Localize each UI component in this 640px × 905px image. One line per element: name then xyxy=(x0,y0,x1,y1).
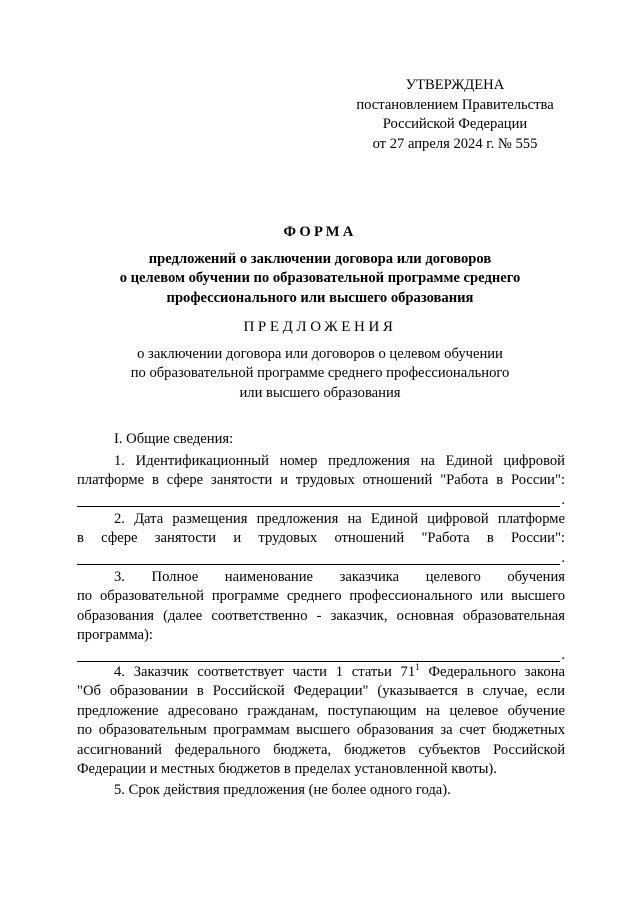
line-end-dot: . xyxy=(561,491,565,508)
proposal-title: ПРЕДЛОЖЕНИЯ xyxy=(243,319,397,335)
item-5-line: 5. Срок действия предложения (не более одного года). xyxy=(114,782,451,798)
form-subtitle-line: предложений о заключении договора или договоров xyxy=(148,251,492,267)
form-title: ФОРМА xyxy=(283,224,357,240)
form-subtitle-line: профессионального или высшего образования xyxy=(166,289,474,306)
article-superscript: 1 xyxy=(415,662,420,672)
approval-line: Российской Федерации xyxy=(382,116,528,133)
item-2 xyxy=(77,510,565,568)
proposal-subtitle-line: о заключении договора или договоров о целевом обучении xyxy=(137,346,503,362)
underline xyxy=(77,564,560,565)
item-4-line: Федерации и местных бюджетов в пределах установленной квоты). xyxy=(77,760,497,777)
form-subtitle xyxy=(60,250,580,308)
item-2-line: в сфере занятости и трудовых отношений "Работа в России": xyxy=(77,530,565,547)
item-4-line: ассигнований федерального бюджета, бюджетов субъектов Российской xyxy=(77,741,565,758)
item-4-line: по образовательным программам высшего образования за счет бюджетных xyxy=(77,722,565,739)
underline xyxy=(77,506,560,507)
section-heading-block xyxy=(77,430,565,449)
line-end-dot: . xyxy=(561,646,565,663)
item-1-answer-line[interactable] xyxy=(77,491,565,510)
proposal-subtitle-line: по образовательной программе среднего профессионального xyxy=(130,365,510,382)
item-4 xyxy=(77,663,565,779)
item-4-text: Федерального закона xyxy=(419,664,565,680)
underline xyxy=(77,661,560,662)
proposal-subtitle xyxy=(60,345,580,403)
item-4-text: 4. Заказчик соответствует части 1 статьи 71 xyxy=(114,664,416,680)
section-heading: I. Общие сведения: xyxy=(114,431,234,447)
item-3-line: программа): xyxy=(77,627,153,644)
item-1-line: 1. Идентификационный номер предложения на Единой цифровой xyxy=(114,453,565,469)
approval-title: УТВЕРЖДЕНА xyxy=(405,77,505,93)
item-3-line: образования (далее соответственно - заказчик, основная образовательная xyxy=(77,607,565,624)
item-4-line: "Об образовании в Российской Федерации" (указывается в случае, если xyxy=(77,683,565,700)
item-4-line: предложение адресовано гражданам, поступающим на целевое обучение xyxy=(77,702,565,719)
item-3-line: 3. Полное наименование заказчика целевого обучения xyxy=(114,569,565,585)
item-3 xyxy=(77,568,565,665)
proposal-subtitle-line: или высшего образования xyxy=(239,384,401,401)
form-subtitle-line: о целевом обучении по образовательной программе среднего xyxy=(119,270,521,287)
item-1-line: платформе в сфере занятости и трудовых отношений "Работа в России": xyxy=(77,472,565,489)
item-1 xyxy=(77,452,565,510)
line-end-dot: . xyxy=(561,549,565,566)
item-2-line: 2. Дата размещения предложения на Единой цифровой платформе xyxy=(114,511,565,527)
approval-line: постановлением Правительства xyxy=(356,96,554,113)
item-2-answer-line[interactable] xyxy=(77,549,565,568)
item-3-line: по образовательной программе среднего профессионального или высшего xyxy=(77,588,565,605)
item-5 xyxy=(77,781,565,800)
approval-line: от 27 апреля 2024 г. № 555 xyxy=(372,135,538,152)
item-4-line xyxy=(77,663,565,682)
approval-block xyxy=(330,76,580,154)
